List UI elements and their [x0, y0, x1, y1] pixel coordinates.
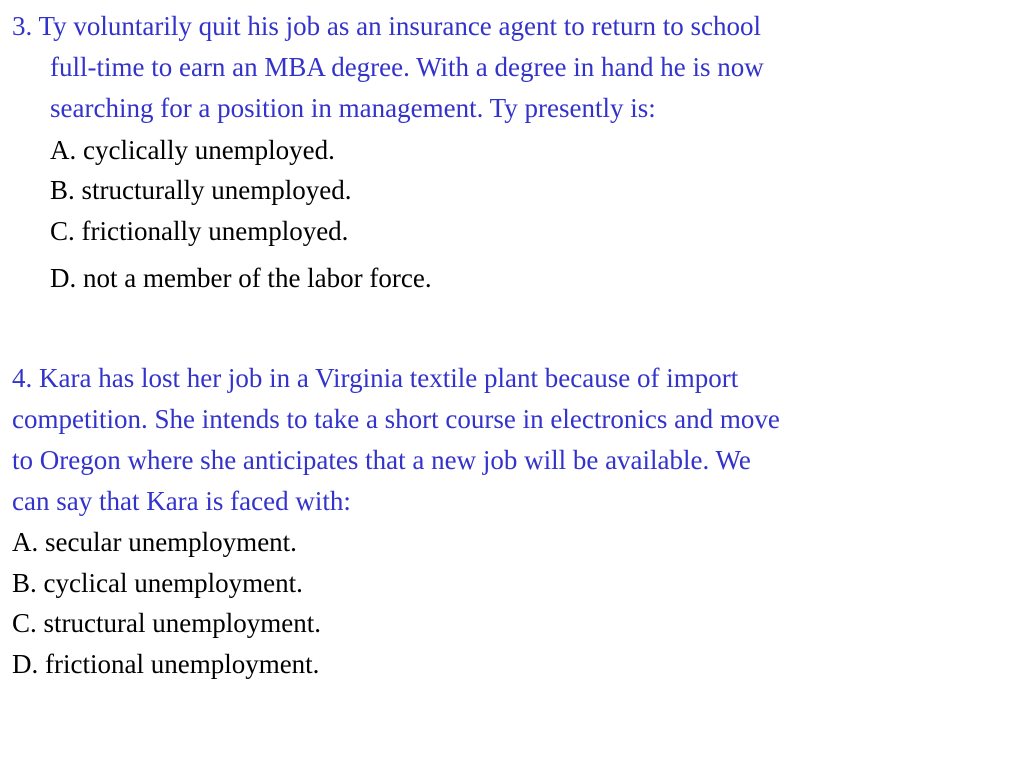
question-3-option-c: C. frictionally unemployed.	[50, 216, 349, 246]
question-4-option-d: D. frictional unemployment.	[12, 649, 320, 679]
question-4-option-c: C. structural unemployment.	[12, 608, 321, 638]
question-3-option-b: B. structurally unemployed.	[50, 175, 352, 205]
question-3-stem-line: searching for a position in management. Ty presently is:	[50, 93, 656, 123]
question-4-option-b: B. cyclical unemployment.	[12, 568, 303, 598]
question-4-option-a: A. secular unemployment.	[12, 527, 297, 557]
question-4-stem-line: 4. Kara has lost her job in a Virginia textile plant because of import	[12, 363, 739, 393]
question-4-stem-line: competition. She intends to take a short course in electronics and move	[12, 404, 780, 434]
question-3-option-a: A. cyclically unemployed.	[50, 135, 335, 165]
question-3-stem-line: full-time to earn an MBA degree. With a degree in hand he is now	[50, 52, 764, 82]
question-4-stem-line: can say that Kara is faced with:	[12, 486, 351, 516]
question-3-option-d: D. not a member of the labor force.	[50, 263, 432, 293]
question-3-stem-line: 3. Ty voluntarily quit his job as an insurance agent to return to school	[12, 11, 761, 41]
question-4-stem-line: to Oregon where she anticipates that a new job will be available. We	[12, 445, 751, 475]
